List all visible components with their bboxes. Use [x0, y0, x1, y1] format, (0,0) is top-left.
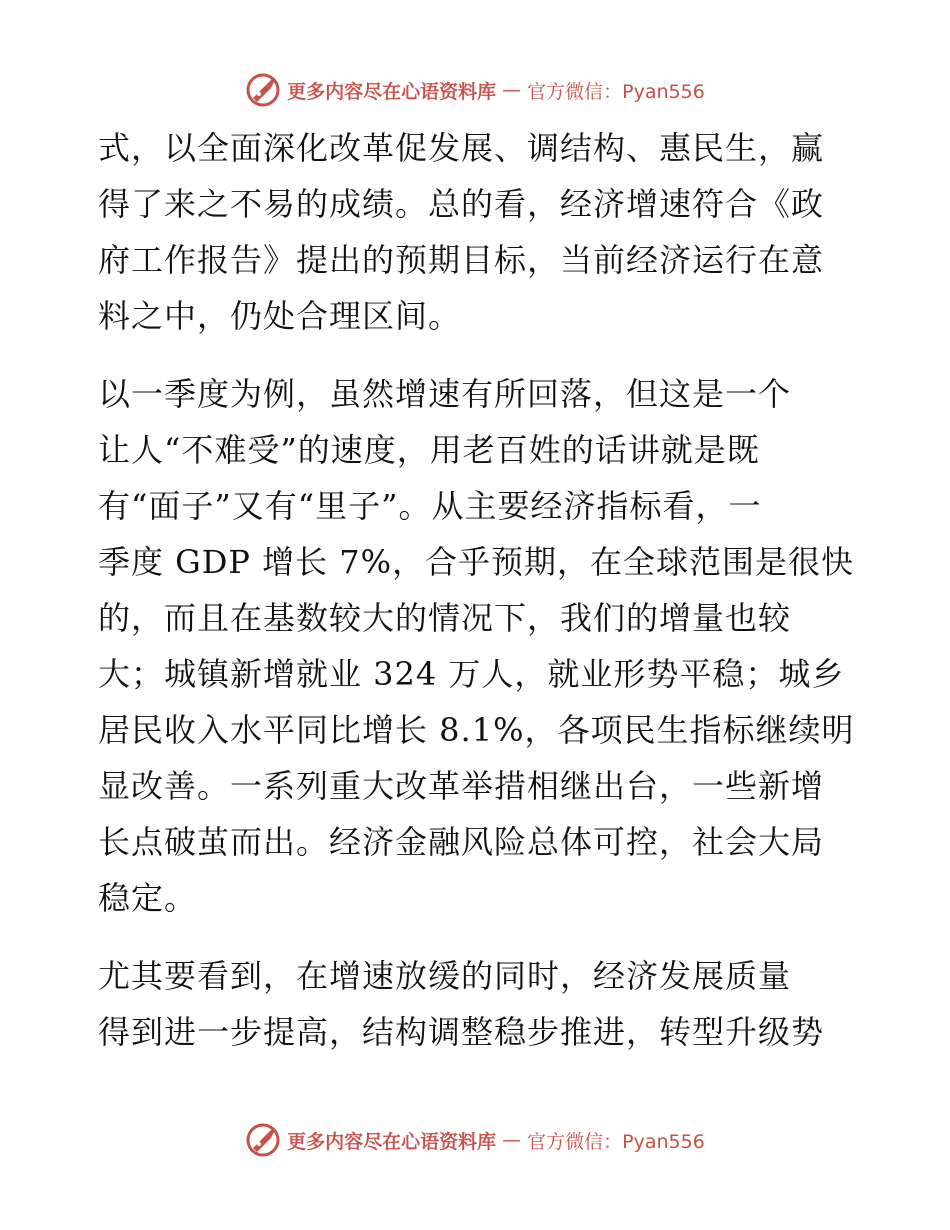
paragraph-line: 让人“不难受”的速度，用老百姓的话讲就是既	[98, 431, 760, 469]
footer-dash: —	[502, 1129, 522, 1151]
paragraph-line: 的，而且在基数较大的情况下，我们的增量也较	[98, 599, 792, 637]
paragraph-line: 尤其要看到，在增速放缓的同时，经济发展质量	[98, 957, 792, 995]
paragraph-line: 季度 GDP 增长 7%，合乎预期，在全球范围是很快	[98, 543, 855, 581]
paragraph-line: 得了来之不易的成绩。总的看，经济增速符合《政	[98, 185, 825, 223]
footer-banner	[0, 1118, 950, 1162]
pen-nib-logo-icon	[245, 72, 281, 108]
footer-contact-text: 官方微信：Pyan556	[527, 1130, 705, 1153]
header-contact-text: 官方微信：Pyan556	[527, 80, 705, 103]
header-banner-inner	[245, 72, 705, 108]
paragraph-line: 式，以全面深化改革促发展、调结构、惠民生，赢	[98, 129, 825, 167]
paragraph-gap	[98, 344, 858, 366]
paragraph-line: 有“面子”又有“里子”。从主要经济指标看，一	[98, 487, 762, 525]
paragraph-3	[98, 948, 858, 1060]
paragraph-1	[98, 120, 858, 344]
pen-nib-logo-icon	[245, 1122, 281, 1158]
paragraph-line: 府工作报告》提出的预期目标，当前经济运行在意	[98, 241, 825, 279]
paragraph-line: 长点破茧而出。经济金融风险总体可控，社会大局	[98, 823, 825, 861]
header-banner	[0, 68, 950, 112]
paragraph-gap	[98, 926, 858, 948]
paragraph-2	[98, 366, 858, 926]
paragraph-line: 得到进一步提高，结构调整稳步推进，转型升级势	[98, 1013, 825, 1051]
document-body	[98, 120, 858, 1060]
paragraph-line: 大；城镇新增就业 324 万人，就业形势平稳；城乡	[98, 655, 845, 693]
paragraph-line: 稳定。	[98, 879, 198, 917]
footer-brand-text: 更多内容尽在心语资料库	[287, 1130, 497, 1153]
paragraph-line: 料之中，仍处合理区间。	[98, 297, 462, 335]
header-dash: —	[502, 79, 522, 101]
paragraph-line: 显改善。一系列重大改革举措相继出台，一些新增	[98, 767, 825, 805]
header-brand-text: 更多内容尽在心语资料库	[287, 80, 497, 103]
footer-banner-inner	[245, 1122, 705, 1158]
paragraph-line: 以一季度为例，虽然增速有所回落，但这是一个	[98, 375, 792, 413]
paragraph-line: 居民收入水平同比增长 8.1%，各项民生指标继续明	[98, 711, 855, 749]
